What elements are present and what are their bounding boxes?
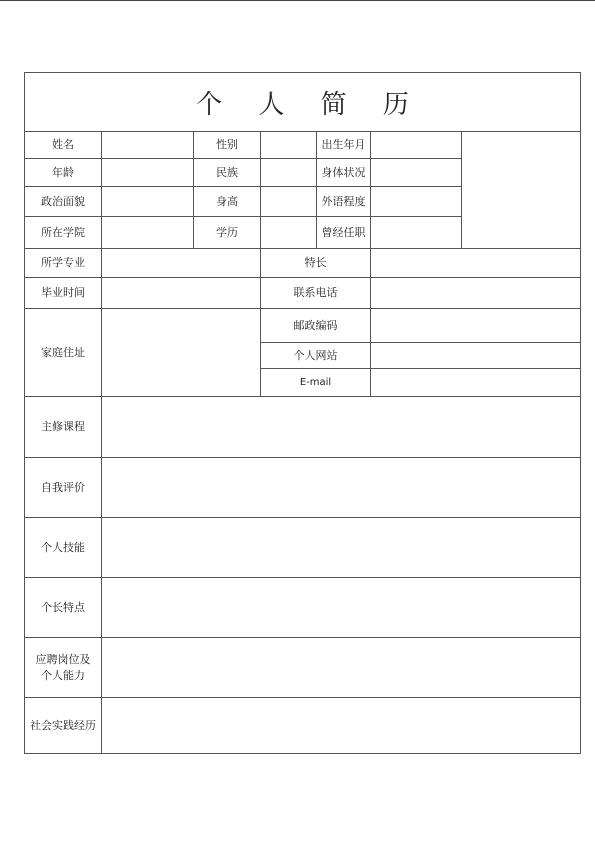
language-field[interactable] — [371, 187, 461, 216]
label-social-practice: 社会实践经历 — [30, 718, 96, 732]
political-field[interactable] — [102, 187, 193, 216]
ethnicity-field[interactable] — [261, 159, 316, 186]
job-ability-field[interactable] — [102, 638, 580, 697]
major-field[interactable] — [102, 249, 260, 277]
label-height: 身高 — [216, 194, 238, 208]
education-field[interactable] — [261, 217, 316, 248]
address-field[interactable] — [102, 309, 260, 396]
label-education: 学历 — [216, 225, 238, 239]
label-specialty: 特长 — [304, 256, 327, 269]
label-birth: 出生年月 — [321, 137, 366, 151]
label-college: 所在学院 — [41, 225, 85, 239]
label-language: 外语程度 — [321, 194, 366, 208]
label-website: 个人网站 — [293, 348, 338, 362]
label-health: 身体状况 — [321, 165, 366, 179]
health-field[interactable] — [371, 159, 461, 186]
label-courses: 主修课程 — [41, 420, 85, 433]
label-skills: 个人技能 — [41, 540, 85, 554]
phone-field[interactable] — [371, 278, 580, 308]
label-grad-time: 毕业时间 — [41, 286, 85, 299]
label-name: 姓名 — [52, 137, 74, 151]
label-political: 政治面貌 — [41, 194, 85, 208]
label-ethnicity: 民族 — [216, 165, 238, 179]
social-practice-field[interactable] — [102, 698, 580, 753]
label-job-ability-line2: 个人能力 — [41, 668, 85, 682]
specialty-field[interactable] — [371, 249, 580, 277]
label-former-post: 曾经任职 — [321, 225, 366, 239]
page-top-rule — [0, 0, 595, 1]
skills-field[interactable] — [102, 518, 580, 577]
former-post-field[interactable] — [371, 217, 461, 248]
label-gender: 性别 — [216, 137, 238, 151]
college-field[interactable] — [102, 217, 193, 248]
label-address: 家庭住址 — [41, 345, 85, 359]
website-field[interactable] — [371, 343, 580, 368]
page-title: 个 人 简 历 — [25, 73, 580, 132]
postcode-field[interactable] — [371, 309, 580, 342]
grad-time-field[interactable] — [102, 278, 260, 308]
label-job-ability-line1: 应聘岗位及 — [35, 652, 91, 666]
label-self-evaluation: 自我评价 — [41, 480, 85, 494]
birth-field[interactable] — [371, 131, 461, 158]
self-evaluation-field[interactable] — [102, 458, 580, 517]
age-field[interactable] — [102, 159, 193, 186]
label-major: 所学专业 — [41, 256, 85, 269]
label-traits: 个长特点 — [41, 600, 85, 614]
gender-field[interactable] — [261, 131, 316, 158]
label-email: E-mail — [299, 376, 332, 388]
height-field[interactable] — [261, 187, 316, 216]
label-job-ability — [25, 638, 101, 697]
label-phone: 联系电话 — [293, 286, 338, 299]
traits-field[interactable] — [102, 578, 580, 637]
label-postcode: 邮政编码 — [293, 318, 338, 332]
resume-form — [24, 72, 581, 754]
photo-box[interactable] — [462, 131, 580, 248]
courses-field[interactable] — [102, 397, 580, 457]
email-field[interactable] — [371, 369, 580, 396]
label-age: 年龄 — [52, 165, 74, 179]
name-field[interactable] — [102, 131, 193, 158]
